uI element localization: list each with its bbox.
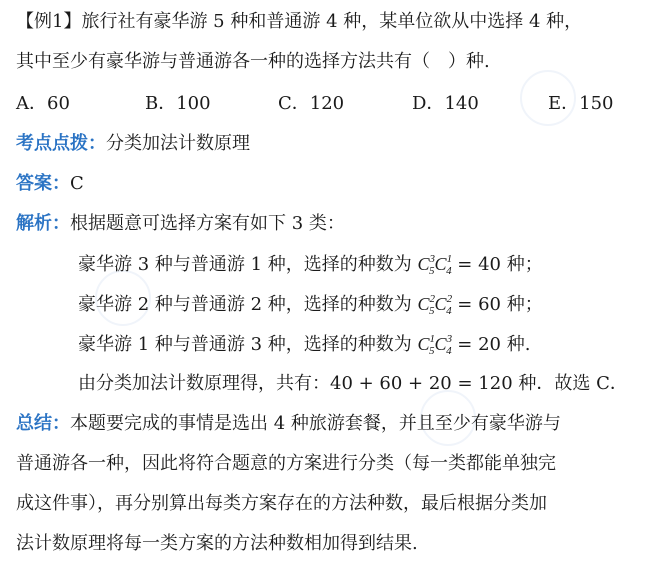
answer-row bbox=[16, 172, 84, 196]
question-text-1: 旅行社有豪华游 5 种和普通游 4 种，某单位欲从中选择 4 种， bbox=[81, 11, 583, 32]
option-a: A．60 bbox=[16, 93, 70, 114]
option-b: B．100 bbox=[145, 93, 211, 114]
case-3: 豪华游 1 种与普通游 3 种，选择的种数为 $C^1_5C^3_4 = 20$ 种. bbox=[78, 333, 531, 357]
hint-label: 考点点拨： bbox=[16, 133, 106, 154]
option-c: C．120 bbox=[278, 93, 345, 114]
answer-text: C bbox=[70, 173, 84, 194]
answer-label: 答案： bbox=[16, 173, 70, 194]
hint-row bbox=[16, 132, 250, 156]
combination-formula: $C^1_5C^3_4$ bbox=[417, 333, 453, 357]
analysis-intro: 根据题意可选择方案有如下 3 类： bbox=[70, 213, 345, 234]
case-1: 豪华游 3 种与普通游 1 种，选择的种数为 $C^3_5C^1_4 = 40$ 种； bbox=[78, 253, 543, 277]
question-line-1 bbox=[16, 10, 582, 34]
analysis-conclusion: 由分类加法计数原理得，共有：40 + 60 + 20 = 120 种．故选 C． bbox=[78, 373, 628, 394]
summary-line-2: 普通游各一种，因此将符合题意的方案进行分类（每一类都能单独完 bbox=[16, 453, 556, 474]
analysis-row bbox=[16, 212, 345, 236]
question-tag: 【例1】 bbox=[16, 11, 82, 32]
analysis-label: 解析： bbox=[16, 213, 70, 234]
option-d: D．140 bbox=[412, 93, 479, 114]
combination-formula: $C^3_5C^1_4$ bbox=[417, 253, 453, 277]
case-2: 豪华游 2 种与普通游 2 种，选择的种数为 $C^2_5C^2_4 = 60$ 种； bbox=[78, 293, 543, 317]
question-text-2: 其中至少有豪华游与普通游各一种的选择方法共有（ ）种. bbox=[16, 51, 490, 72]
option-e: E．150 bbox=[548, 93, 614, 114]
combination-formula: $C^2_5C^2_4$ bbox=[417, 293, 453, 317]
summary-line-1: 总结：本题要完成的事情是选出 4 种旅游套餐，并且至少有豪华游与 bbox=[16, 413, 561, 434]
question-line-2 bbox=[16, 50, 490, 74]
summary-line-4: 法计数原理将每一类方案的方法种数相加得到结果. bbox=[16, 533, 418, 554]
hint-text: 分类加法计数原理 bbox=[106, 133, 250, 154]
summary-line-3: 成这件事），再分别算出每类方案存在的方法种数，最后根据分类加 bbox=[16, 493, 547, 514]
summary-label: 总结： bbox=[16, 413, 70, 434]
